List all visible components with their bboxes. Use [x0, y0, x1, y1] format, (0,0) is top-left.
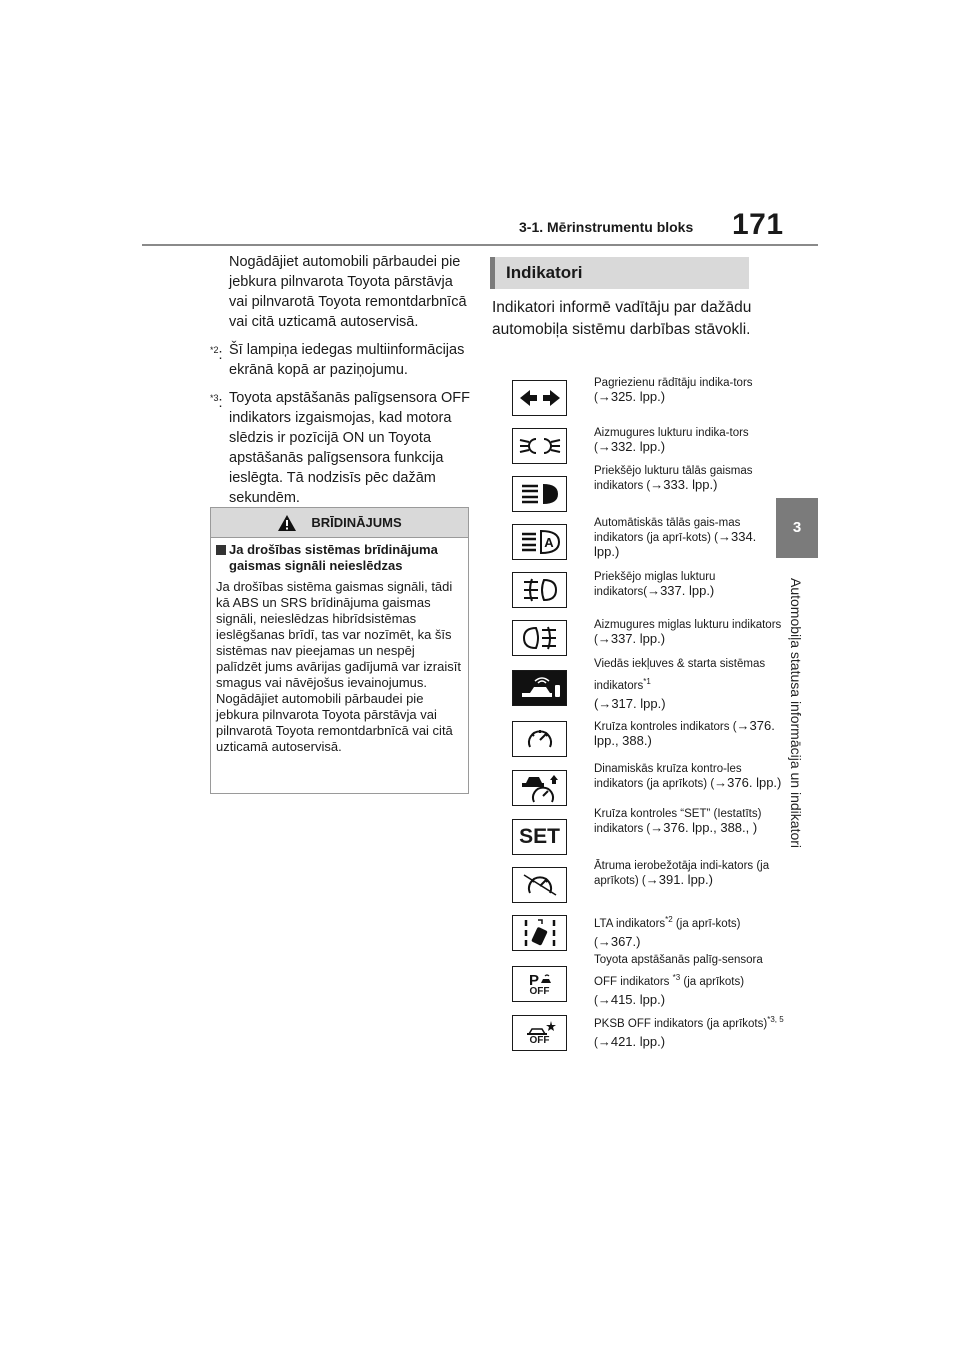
warning-title: BRĪDINĀJUMS [311, 515, 402, 530]
cruise-control-icon [512, 721, 567, 757]
dynamic-cruise-icon [512, 770, 567, 806]
indicators-intro: Indikatori informē vadītāju par dažādu automobiļa sistēmu darbības stāvokli. [492, 299, 752, 338]
footnote-mark: $^{*2}$: [210, 345, 223, 363]
warning-triangle-icon [277, 514, 297, 532]
footnote-mark: $^{*3}$: [210, 393, 223, 411]
indicator-label: Priekšējo lukturu tālās gaismas indikators (→333. lpp.) [594, 465, 753, 492]
turn-signal-icon [512, 380, 567, 416]
left-column [210, 252, 472, 516]
indicator-label: Kruīza kontroles indikators (→376. lpp., 388.) [594, 718, 775, 748]
chapter-tab: 3 [776, 498, 818, 558]
auto-high-beam-icon [512, 524, 567, 560]
chapter-title: Automobiļa statusa informācija un indikatori [788, 577, 804, 849]
indicator-label: Aizmugures miglas lukturu indikators (→337. lpp.) [594, 619, 782, 646]
speed-limiter-icon [512, 867, 567, 903]
set-icon: SET [512, 819, 567, 855]
tail-light-icon [512, 428, 567, 464]
footnote-3 [210, 388, 472, 508]
warning-box [210, 507, 469, 794]
bullet-square-icon [216, 545, 226, 555]
warning-subtitle: Ja drošības sistēmas brīdinājuma gaismas signāli neieslēdzas [216, 542, 463, 574]
section-title: 3-1. Mērinstrumentu bloks [519, 219, 694, 235]
indicator-label: Viedās iekļuves & starta sistēmas indikators$^{*1}$ (→317. lpp.) [594, 658, 766, 711]
indicator-label: Priekšējo miglas lukturu indikators(→337. lpp.) [594, 571, 716, 598]
intro-paragraph: Nogādājiet automobili pārbaudei pie jebkura pilnvarota Toyota pārstāvja vai pilnvarotā Toyota remontdarbnīcā vai citā uzticamā autoservisā. [229, 254, 467, 330]
svg-text:P: P [528, 972, 539, 987]
rear-fog-light-icon [512, 620, 567, 656]
indicator-label: Aizmugures lukturu indika-tors (→332. lpp.) [594, 427, 749, 454]
indicator-label: Toyota apstāšanās palīg-sensora OFF indikators $^{*3}$ (ja aprīkots) (→415. lpp.) [594, 954, 763, 1007]
footnote-2 [210, 340, 472, 380]
indicator-label: PKSB OFF indikators (ja aprīkots)$^{*3, 5}$ (→421. lpp.) [594, 1015, 784, 1049]
high-beam-icon [512, 476, 567, 512]
page-number: 171 [732, 208, 784, 241]
indicator-label: Ātruma ierobežotāja indi-kators (ja aprīkots) (→391. lpp.) [594, 860, 770, 887]
lta-icon [512, 915, 567, 951]
svg-text:A: A [543, 535, 554, 550]
footnote-text: Toyota apstāšanās palīgsensora OFF indikators izgaismojas, kad motora slēdzis ir pozīcijā ON un Toyota apstāšanās palīgsensora funkcija ieslēgta. Tā nodzisīs pēc dažām sekundēm. [229, 390, 470, 506]
smart-entry-icon [512, 670, 567, 706]
indicators-heading: Indikatori [490, 257, 749, 289]
pksb-off-icon: OFF [512, 1015, 567, 1051]
warning-text: Ja drošības sistēma gaismas signāli, tādi kā ABS un SRS brīdinājuma gaismas signāli, neieslēdzas hibrīdsistēmas ieslēgšanas brīdī, tas var nozīmēt, ka šīs sistēmas nav pieejamas un nespēj palīdzēt jums avārijas gadījumā var izraisīt smagus vai nāvējošus ievainojumus. Nogādājiet automobili pārbaudei pie jebkura pilnvarota Toyota pārstāvja vai pilnvarotā Toyota remontdarbnīcā vai citā uzticamā autoservisā. [216, 579, 461, 754]
warning-header [211, 508, 468, 538]
front-fog-light-icon [512, 572, 567, 608]
warning-body [211, 538, 468, 759]
indicator-label: Kruīza kontroles “SET” (Iestatīts) indikators (→376. lpp., 388., ) [594, 808, 762, 835]
indicator-label: LTA indikators$^{*2}$ (ja aprī-kots) (→367.) [594, 915, 741, 949]
indicator-label: Pagriezienu rādītāju indika-tors (→325. lpp.) [594, 377, 753, 404]
indicator-label: Automātiskās tālās gais-mas indikators (ja aprī-kots) (→334. lpp.) [594, 517, 757, 559]
parking-sensor-off-icon: P OFF [512, 966, 567, 1002]
indicator-label: Dinamiskās kruīza kontro-les indikators (ja aprīkots) (→376. lpp.) [594, 763, 782, 790]
footnote-text: Šī lampiņa iedegas multiinformācijas ekrānā kopā ar paziņojumu. [229, 342, 465, 378]
header-divider [142, 244, 818, 246]
